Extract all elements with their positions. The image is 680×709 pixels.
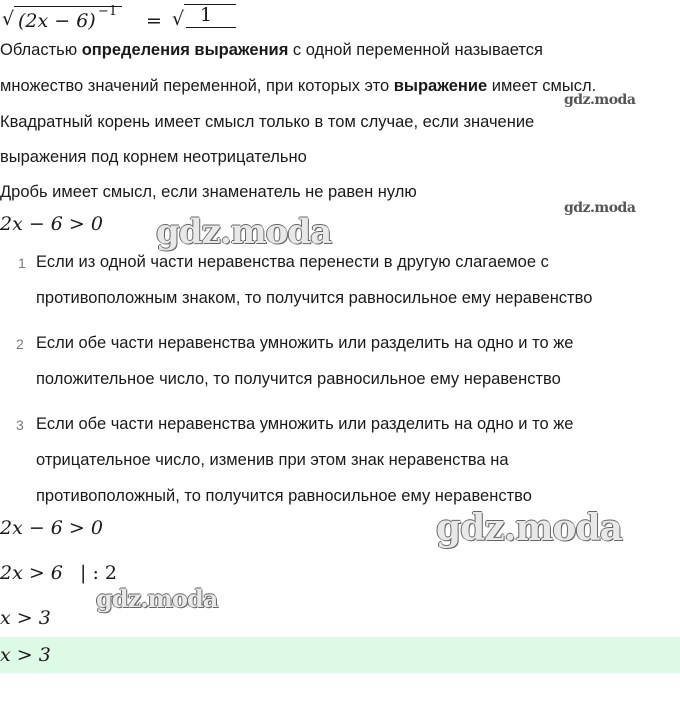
formula-exponent: −1 — [98, 4, 118, 19]
fraction-bar — [186, 27, 236, 28]
formula-fraction-numerator: 1 — [200, 4, 213, 26]
definition-text: с одной переменной называется — [288, 41, 543, 59]
watermark-large: gdz.moda — [156, 212, 332, 252]
definition-line-1 — [0, 40, 543, 60]
inequality-initial: 2x − 6 > 0 — [0, 213, 103, 235]
rule-number: 2 — [16, 336, 24, 352]
top-formula — [0, 0, 260, 30]
answer: x > 3 — [0, 644, 51, 666]
sqrt-rule-line-2: выражения под корнем неотрицательно — [0, 148, 307, 166]
rule-3-line-2: отрицательное число, изменив при этом знак неравенства на — [36, 451, 509, 469]
rule-1-line-1: Если из одной части неравенства перенести в другую слагаемое с — [36, 253, 549, 271]
fraction-rule: Дробь имеет смысл, если знаменатель не равен нулю — [0, 183, 417, 201]
watermark-large: gdz.moda — [96, 584, 218, 613]
watermark-small: gdz.moda — [564, 92, 636, 108]
solution-step-1: 2x − 6 > 0 — [0, 517, 103, 539]
solution-step-2: 2x > 6 — [0, 562, 63, 584]
sqrt-rule-line-1: Квадратный корень имеет смысл только в том случае, если значение — [0, 113, 535, 131]
formula-left-expression: (2x − 6) — [18, 10, 96, 32]
rule-1-line-2: противоположным знаком, то получится равносильное ему неравенство — [36, 289, 593, 307]
radical-sign-right: √ — [172, 8, 185, 30]
answer-highlight — [0, 637, 680, 673]
rule-3-line-1: Если обе части неравенства умножить или разделить на одно и то же — [36, 415, 574, 433]
radical-sign-left: √ — [2, 8, 15, 30]
rule-2-line-2: положительное число, то получится равносильное ему неравенство — [36, 370, 561, 388]
solution-step-2-note: | : 2 — [80, 562, 117, 584]
solution-step-3: x > 3 — [0, 607, 51, 629]
watermark-large: gdz.moda — [436, 507, 622, 549]
definition-text: имеет смысл. — [487, 77, 597, 95]
definition-line-2 — [0, 76, 596, 96]
watermark-small: gdz.moda — [564, 200, 636, 216]
rule-number: 1 — [18, 255, 26, 271]
rule-2-line-1: Если обе части неравенства умножить или разделить на одно и то же — [36, 334, 574, 352]
definition-text: множество значений переменной, при которых это — [0, 77, 394, 95]
formula-equals: = — [146, 10, 162, 32]
definition-bold-term: выражение — [393, 77, 488, 95]
rule-number: 3 — [16, 417, 24, 433]
rule-3-line-3: противоположный, то получится равносильное ему неравенство — [36, 487, 532, 505]
definition-bold-term: определения выражения — [81, 41, 289, 59]
definition-text: Областью — [0, 41, 82, 59]
